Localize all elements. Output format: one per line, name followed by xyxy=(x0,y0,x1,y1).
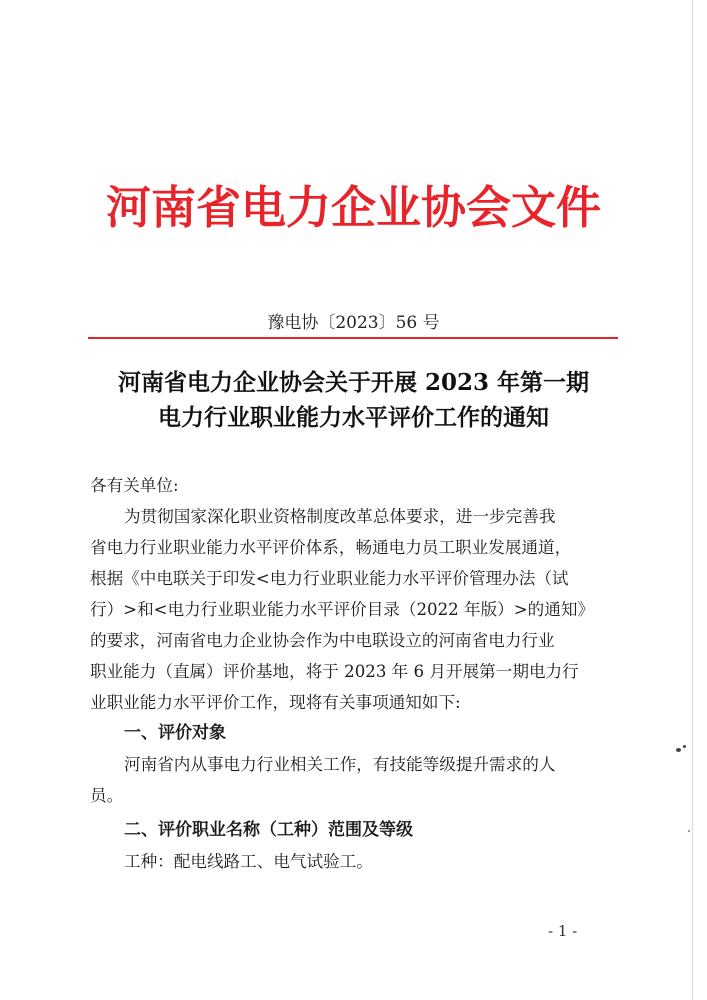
scan-speck xyxy=(683,745,686,748)
page-edge-line xyxy=(692,0,693,1000)
salutation: 各有关单位: xyxy=(90,476,179,495)
paragraph-line: 的要求，河南省电力企业协会作为中电联设立的河南省电力行业 xyxy=(90,631,555,650)
notice-title-line-1: 河南省电力企业协会关于开展 2023 年第一期 xyxy=(117,369,590,396)
scan-speck xyxy=(688,830,690,832)
letterhead-title: 河南省电力企业协会文件 xyxy=(105,181,601,234)
notice-body xyxy=(90,470,617,877)
paragraph-line: 省电力行业职业能力水平评价体系，畅通电力员工职业发展通道， xyxy=(90,538,572,557)
scan-speck xyxy=(676,748,681,752)
page-number: - 1 - xyxy=(548,922,578,940)
section-1-line: 河南省内从事电力行业相关工作，有技能等级提升需求的人 xyxy=(124,755,556,774)
section-2-line: 工种：配电线路工、电气试验工。 xyxy=(124,852,373,871)
paragraph-line: 职业能力（直属）评价基地，将于 2023 年 6 月开展第一期电力行 xyxy=(90,662,579,681)
paragraph-line: 根据《中电联关于印发<电力行业职业能力水平评价管理办法（试 xyxy=(90,569,569,588)
notice-title-line-2: 电力行业职业能力水平评价工作的通知 xyxy=(158,404,549,431)
notice-title xyxy=(0,365,707,435)
section-heading-2: 二、评价职业名称（工种）范围及等级 xyxy=(124,820,413,840)
section-1-line: 员。 xyxy=(90,786,124,805)
paragraph-line: 行）>和<电力行业职业能力水平评价目录（2022 年版）>的通知》 xyxy=(90,600,595,619)
red-separator-line xyxy=(88,337,618,339)
paragraph-line: 业职业能力水平评价工作，现将有关事项通知如下: xyxy=(90,693,461,712)
section-heading-1: 一、评价对象 xyxy=(124,723,226,743)
document-number: 豫电协〔2023〕56 号 xyxy=(267,313,440,333)
paragraph-line: 为贯彻国家深化职业资格制度改革总体要求，进一步完善我 xyxy=(124,507,556,526)
